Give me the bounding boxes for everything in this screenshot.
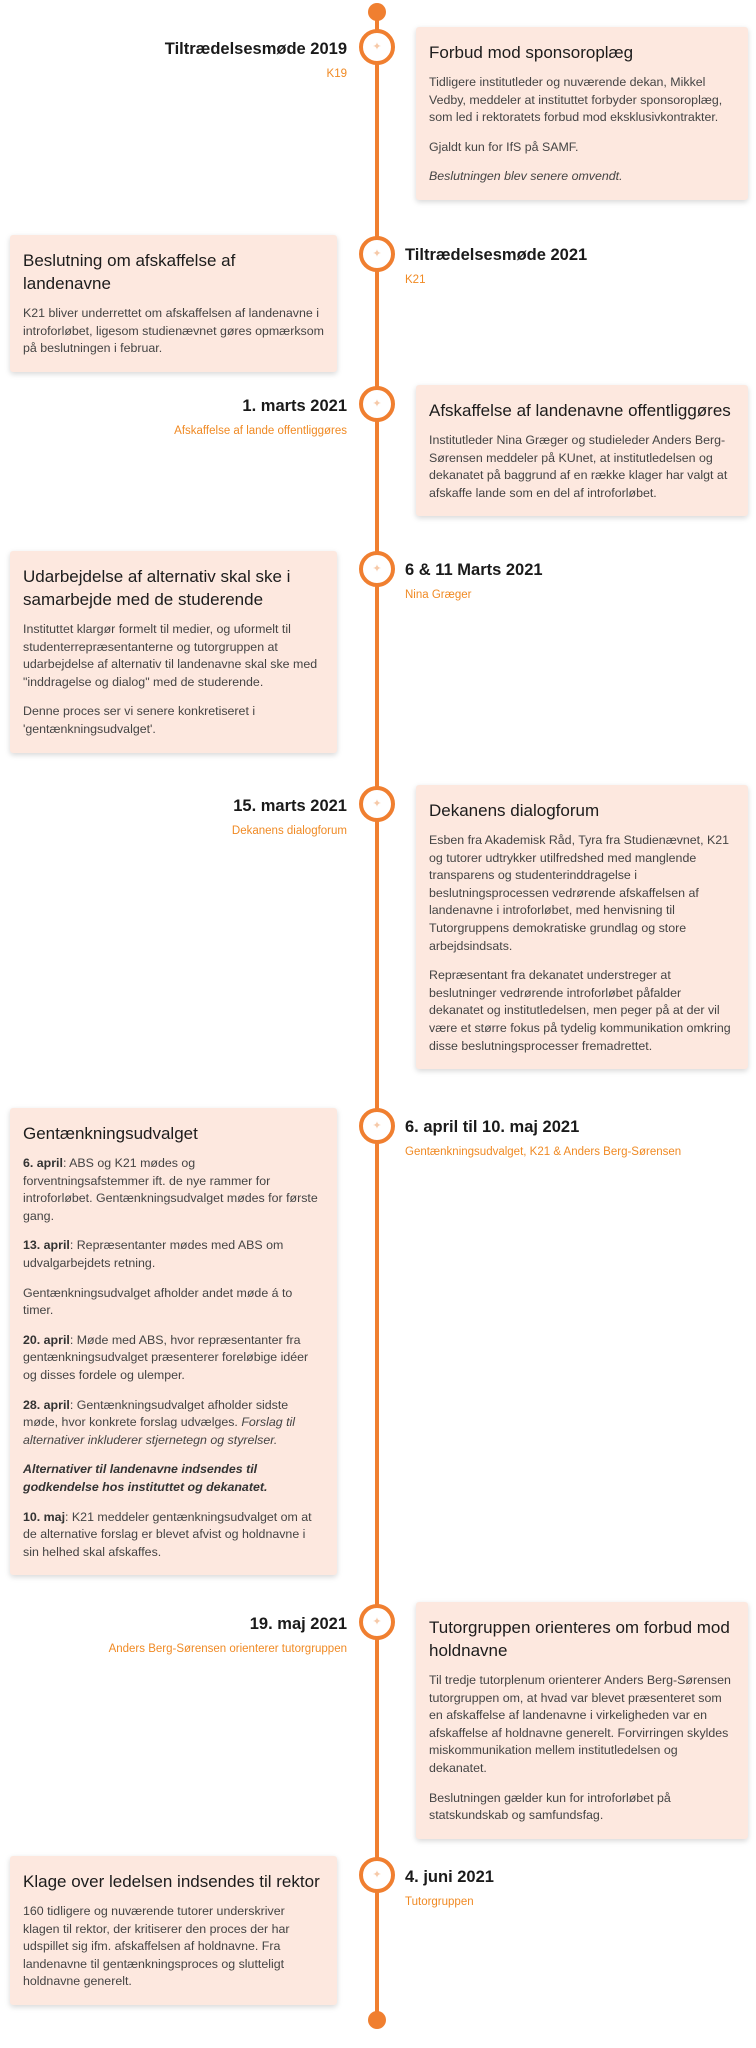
event-subtitle: Gentænkningsudvalget, K21 & Anders Berg-Sørensen [405, 1146, 682, 1158]
event-text: Instituttet klargør formelt til medier, og uformelt til studenterrepræsentanterne og tutorgruppen at udarbejdelse af alternativ til landenavne skal ske med "inddragelse og dialog" med de studerende. [23, 622, 318, 689]
event-subtitle: Nina Græger [405, 589, 472, 601]
event-subtitle: Dekanens dialogforum [231, 825, 347, 837]
event-card [416, 385, 748, 516]
event-date-label [109, 1613, 347, 1658]
event-subtitle: Anders Berg-Sørensen orienterer tutorgruppen [108, 1643, 347, 1655]
event-date-label [405, 1866, 494, 1911]
event-date: 15. marts 2021 [233, 797, 347, 815]
timeline-node-icon: ✦ [359, 1857, 395, 1893]
event-text: 10. maj: K21 meddeler gentænkningsudvalget om at de alternative forslag er blevet afvist og holdnavne i sin helhed skal afskaffes. [23, 1509, 312, 1559]
event-title: Klage over ledelsen indsendes til rektor [23, 1872, 320, 1891]
event-subtitle: K19 [326, 68, 347, 80]
timeline-node-icon: ✦ [359, 236, 395, 272]
event-title: Dekanens dialogforum [429, 801, 600, 820]
event-text: 13. april: Repræsentanter mødes med ABS om udvalgarbejdets retning. [23, 1238, 284, 1270]
timeline-node-icon: ✦ [359, 551, 395, 587]
event-text: Beslutningen blev senere omvendt. [429, 169, 623, 184]
event-date: Tiltrædelsesmøde 2021 [405, 246, 588, 264]
event-text: Institutleder Nina Græger og studieleder Anders Berg-Sørensen meddeler på KUnet, at institutledelsen og dekanatet på baggrund af en række klager har valgt at afskaffe lande som en del af introforløbet. [429, 433, 728, 500]
event-date: 6 & 11 Marts 2021 [405, 561, 543, 579]
event-text: Gjaldt kun for IfS på SAMF. [429, 139, 579, 154]
event-text: Tidligere institutleder og nuværende dekan, Mikkel Vedby, meddeler at instituttet forbyder sponsoroplæg, som led i rektoratets forbud mod eksklusivkontrakter. [429, 75, 723, 125]
event-title: Gentænkningsudvalget [23, 1124, 198, 1143]
event-title: Beslutning om afskaffelse af landenavne [23, 251, 236, 293]
event-card [416, 1602, 748, 1839]
event-card [10, 551, 337, 753]
event-title: Forbud mod sponsoroplæg [429, 43, 634, 62]
event-text: Denne proces ser vi senere konkretiseret i 'gentænkningsudvalget'. [23, 704, 256, 736]
event-date-label [232, 795, 347, 840]
timeline-start-dot [368, 3, 386, 21]
event-date-label [405, 1116, 681, 1161]
event-card [10, 1856, 337, 2005]
event-text: Repræsentant fra dekanatet understreger at beslutninger vedrørende introforløbet påfalder dekanatet og institutledelsen, men peger på at der vil være et større fokus på tydelig kommunikation omkring disse beslutningsprocesser fremadrettet. [429, 968, 731, 1053]
event-title: Afskaffelse af landenavne offentliggøres [429, 401, 731, 420]
event-text: Alternativer til landenavne indsendes til godkendelse hos instituttet og dekanatet. [23, 1462, 268, 1494]
event-date-label [405, 559, 543, 604]
event-date-label [405, 244, 587, 289]
event-text: Beslutningen gælder kun for introforløbet på statskundskab og samfundsfag. [429, 1790, 671, 1823]
event-card [416, 785, 748, 1069]
event-subtitle: Tutorgruppen [405, 1896, 474, 1908]
event-text: Gentænkningsudvalget afholder andet møde á to timer. [23, 1285, 293, 1318]
event-title: Udarbejdelse af alternativ skal ske i samarbejde med de studerende [23, 567, 291, 609]
event-date: 1. marts 2021 [242, 397, 347, 415]
event-text: Esben fra Akademisk Råd, Tyra fra Studienævnet, K21 og tutorer udtrykker utilfredshed med manglende transparens og studenterinddragelse i beslutningsprocessen vedrørende afskaffelsen af landenavne i introforløbet, med henvisning til Tutorgruppens demokratiske grundlag og store arbejdsindsats. [429, 833, 730, 953]
event-text: Til tredje tutorplenum orienterer Anders Berg-Sørensen tutorgruppen om, at hvad var blevet præsenteret som en afskaffelse af landenavne i virkeligheden var en afskaffelse af holdnavne generelt. Forvirringen skyldes miskommunikation mellem institutledelsen og dekanatet. [429, 1673, 731, 1775]
event-text: 6. april: ABS og K21 mødes og forventningsafstemmer ift. de nye rammer for introforløbet. Gentænkningsudvalget mødes for første gang. [23, 1156, 318, 1223]
event-text: 160 tidligere og nuværende tutorer underskriver klagen til rektor, der kritiserer den proces der har udspillet sig ifm. afskaffelsen af holdnavne. Fra landenavne til gentænkningsproces og slutteligt holdnavne generelt. [23, 1904, 290, 1989]
timeline-node-icon: ✦ [359, 1108, 395, 1144]
timeline-node-icon: ✦ [359, 786, 395, 822]
event-card [10, 1108, 337, 1575]
event-subtitle: K21 [405, 274, 426, 286]
timeline-node-icon: ✦ [359, 1604, 395, 1640]
event-card [416, 27, 748, 200]
event-date: Tiltrædelsesmøde 2019 [164, 40, 347, 58]
event-text: K21 bliver underrettet om afskaffelsen af landenavne i introforløbet, ligesom studienævnet gøres opmærksom på beslutningen i februar. [23, 306, 324, 356]
event-title: Tutorgruppen orienteres om forbud mod holdnavne [429, 1618, 730, 1660]
event-card [10, 235, 337, 372]
event-date: 6. april til 10. maj 2021 [405, 1118, 580, 1136]
event-text: 20. april: Møde med ABS, hvor repræsentanter fra gentænkningsudvalget præsenterer foreløbige idéer og disses fordele og ulemper. [23, 1332, 309, 1382]
event-subtitle: Afskaffelse af lande offentliggøres [174, 425, 347, 437]
event-date-label [165, 38, 347, 83]
timeline-node-icon: ✦ [359, 386, 395, 422]
event-date: 4. juni 2021 [405, 1868, 494, 1886]
timeline-line [375, 12, 379, 2022]
event-text: 28. april: Gentænkningsudvalget afholder sidste møde, hvor konkrete forslag udvælges. Forslag til alternativer inkluderer stjernetegn og styrelser. [23, 1397, 296, 1447]
event-date-label [174, 395, 347, 440]
timeline-end-dot [368, 2011, 386, 2029]
timeline-node-icon: ✦ [359, 29, 395, 65]
event-date: 19. maj 2021 [249, 1615, 347, 1633]
